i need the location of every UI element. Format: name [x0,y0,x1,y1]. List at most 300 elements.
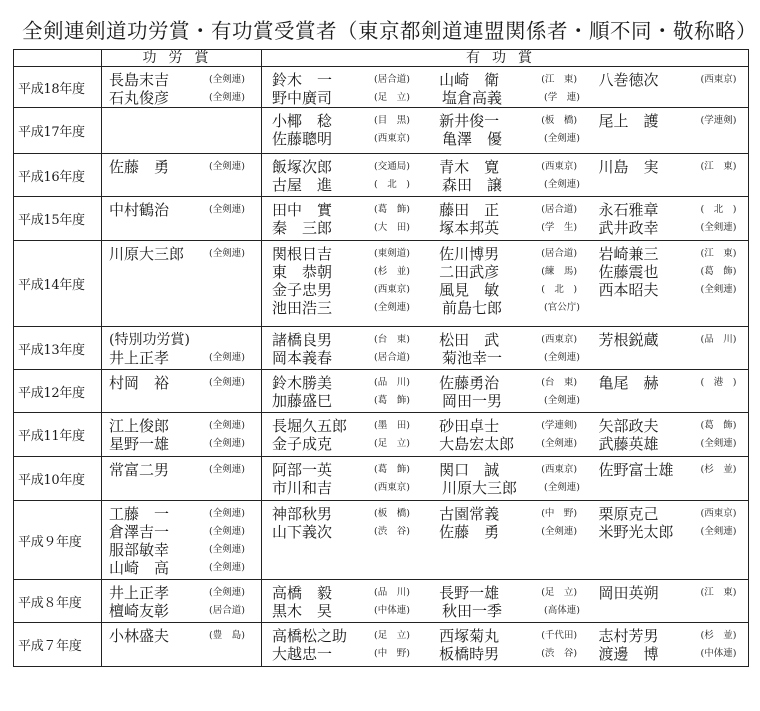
table-row [14,501,749,580]
yuko-recipient [439,435,598,453]
recipient-affiliation: (全剣連) [374,302,410,313]
yuko-recipient [439,245,598,263]
header-row [14,50,749,67]
recipient-name: 森田 譲 [442,176,503,194]
yuko-cell [262,370,749,413]
recipient-name: 黒木 旲 [272,602,333,620]
year-cell: 平成14年度 [14,241,102,327]
recipient-name: 佐藤 勇 [439,523,500,541]
yuko-cell [262,67,749,108]
yuko-line [272,435,746,453]
recipient-name: 塩倉高義 [442,89,503,107]
yuko-recipient [272,349,442,367]
yuko-recipient [272,505,439,523]
yuko-recipient [598,219,746,237]
recipient-affiliation: (全剣連) [209,438,245,449]
koro-cell [102,457,262,501]
koro-cell [102,154,262,197]
koro-recipient [109,71,251,89]
yuko-recipient [272,112,439,130]
recipient-name: 檀崎友彰 [109,602,170,620]
yuko-recipient [598,158,746,176]
recipient-name: 関口 誠 [439,461,500,479]
yuko-line [272,89,746,107]
table-row [14,370,749,413]
recipient-affiliation: (学 連) [544,92,580,103]
yuko-recipient [598,417,746,435]
yuko-recipient [272,523,439,541]
koro-recipient [109,158,251,176]
koro-line [109,505,259,523]
recipient-name: 佐藤聰明 [272,130,333,148]
recipient-name: 松田 武 [439,331,500,349]
koro-recipient [109,505,251,523]
recipient-affiliation: (全剣連) [209,248,245,259]
recipient-affiliation: (全剣連) [209,92,245,103]
recipient-name: 藤田 正 [439,201,500,219]
yuko-recipient [272,219,439,237]
yuko-recipient [439,645,598,663]
yuko-recipient [272,392,442,410]
recipient-name: 田中 實 [272,201,333,219]
recipient-affiliation: (目 黒) [374,115,410,126]
yuko-cell [262,154,749,197]
koro-note-line [109,331,259,349]
year-cell: 平成12年度 [14,370,102,413]
yuko-recipient [442,89,604,107]
recipient-affiliation: (居合道) [374,74,410,85]
recipient-name: 倉澤吉一 [109,523,170,541]
recipient-name: 井上正孝 [109,349,170,367]
recipient-name: 岡田一男 [442,392,503,410]
recipient-name: 村岡 裕 [109,374,170,392]
recipient-name: 東 恭朝 [272,263,333,281]
recipient-name: 志村芳男 [598,627,659,645]
yuko-recipient [598,627,746,645]
recipient-name: 永石雅章 [598,201,659,219]
recipient-name: 鈴木 一 [272,71,333,89]
recipient-affiliation: (葛 飾) [700,266,737,277]
recipient-affiliation: (交通局) [374,161,410,172]
recipient-affiliation: (足 立) [374,438,410,449]
recipient-name: 山下義次 [272,523,333,541]
recipient-affiliation: ( 北 ) [541,284,578,295]
recipient-affiliation: (西東京) [374,482,410,493]
koro-cell [102,241,262,327]
recipient-name: 星野一雄 [109,435,170,453]
recipient-affiliation: (板 橋) [541,115,578,126]
recipient-name: 池田浩三 [272,299,333,317]
recipient-affiliation: (全剣連) [700,438,737,449]
recipient-name: 板橋時男 [439,645,500,663]
recipient-affiliation: (全剣連) [544,133,580,144]
yuko-cell [262,457,749,501]
recipient-affiliation: (西東京) [700,508,737,519]
recipient-affiliation: (杉 並) [374,266,410,277]
recipient-name: 武藤英雄 [598,435,659,453]
recipient-affiliation: (中体連) [700,648,737,659]
recipient-name: 西本昭夫 [598,281,659,299]
recipient-name: 八巻徳次 [598,71,659,89]
recipient-affiliation: (全剣連) [544,482,580,493]
recipient-name: 江上俊郎 [109,417,170,435]
year-cell: 平成17年度 [14,108,102,154]
recipient-name: 佐藤震也 [598,263,659,281]
koro-cell [102,623,262,667]
recipient-name: 菊池幸一 [442,349,503,367]
recipient-affiliation: (葛 飾) [374,204,410,215]
recipient-affiliation: (全剣連) [209,420,245,431]
yuko-recipient [442,602,604,620]
recipient-name: 石丸俊彦 [109,89,170,107]
yuko-recipient [272,89,442,107]
recipient-affiliation: (全剣連) [209,508,245,519]
recipient-name: 阿部一英 [272,461,333,479]
recipient-affiliation: (足 立) [374,92,410,103]
yuko-cell [262,501,749,580]
yuko-recipient [442,176,604,194]
koro-line [109,417,259,435]
recipient-affiliation: (葛 飾) [700,420,737,431]
yuko-recipient [598,505,746,523]
recipient-name: 服部敏幸 [109,541,170,559]
yuko-line [272,374,746,392]
koro-note: (特別功労賞) [109,332,190,348]
yuko-recipient [272,130,442,148]
recipient-name: 市川和吉 [272,479,333,497]
yuko-recipient [272,435,439,453]
yuko-recipient [598,281,746,299]
recipient-affiliation: (官公庁) [544,302,580,313]
recipient-affiliation: (品 川) [700,334,737,345]
koro-line [109,602,259,620]
yuko-recipient [598,374,746,392]
recipient-name: 秋田一季 [442,602,503,620]
recipient-name: 中村鶴治 [109,201,170,219]
recipient-affiliation: (品 川) [374,587,410,598]
koro-line [109,71,259,89]
yuko-recipient [272,331,439,349]
yuko-recipient [272,479,442,497]
yuko-line [272,523,746,541]
yuko-cell [262,413,749,457]
table-row [14,241,749,327]
koro-recipient [109,584,251,602]
yuko-recipient [272,417,439,435]
yuko-recipient [439,158,598,176]
recipient-affiliation: (東剣道) [374,248,410,259]
table-row [14,197,749,241]
recipient-name: 小椰 稔 [272,112,333,130]
koro-cell [102,108,262,154]
koro-line [109,523,259,541]
year-cell: 平成10年度 [14,457,102,501]
recipient-affiliation: (西東京) [374,284,410,295]
table-row [14,108,749,154]
recipient-name: 高橋 毅 [272,584,333,602]
table-row [14,580,749,623]
koro-recipient [109,89,251,107]
koro-line [109,245,259,263]
koro-cell [102,67,262,108]
koro-recipient [109,245,251,263]
yuko-recipient [598,461,746,479]
recipient-affiliation: (板 橋) [374,508,410,519]
table-row [14,623,749,667]
recipient-name: 工藤 一 [109,505,170,523]
recipient-name: 諸橋良男 [272,331,333,349]
recipient-affiliation: (全剣連) [700,526,737,537]
recipient-name: 岩崎兼三 [598,245,659,263]
recipient-affiliation: (学 生) [541,222,578,233]
recipient-name: 関根日吉 [272,245,333,263]
yuko-line [272,201,746,219]
recipient-affiliation: (高体連) [544,605,580,616]
koro-line [109,374,259,392]
koro-cell [102,327,262,370]
koro-line [109,349,259,367]
yuko-recipient [272,245,439,263]
recipient-affiliation: (江 東) [700,248,737,259]
recipient-name: 秦 三郎 [272,219,333,237]
yuko-recipient [272,584,439,602]
yuko-line [272,331,746,349]
yuko-cell [262,327,749,370]
yuko-recipient [442,349,604,367]
recipient-name: 米野光太郎 [598,523,674,541]
koro-line [109,627,259,645]
recipient-name: 二田武彦 [439,263,500,281]
yuko-recipient [272,158,439,176]
recipient-name: 亀澤 優 [442,130,503,148]
recipient-name: 野中廣司 [272,89,333,107]
yuko-recipient [439,505,598,523]
recipient-name: 青木 寛 [439,158,500,176]
recipient-affiliation: (全剣連) [209,526,245,537]
recipient-name: 高橋松之助 [272,627,348,645]
recipient-name: 古屋 進 [272,176,333,194]
koro-line [109,461,259,479]
recipient-affiliation: (杉 並) [700,464,737,475]
recipient-affiliation: (足 立) [374,630,410,641]
yuko-recipient [439,201,598,219]
recipient-affiliation: (葛 飾) [374,464,410,475]
yuko-recipient [598,331,746,349]
koro-recipient [109,602,251,620]
recipient-affiliation: (全剣連) [209,377,245,388]
recipient-name: 古園常義 [439,505,500,523]
yuko-line [272,263,746,281]
recipient-affiliation: (全剣連) [209,464,245,475]
recipient-affiliation: (全剣連) [209,74,245,85]
koro-recipient [109,349,251,367]
yuko-line [272,602,746,620]
yuko-recipient [272,374,439,392]
recipient-affiliation: (墨 田) [374,420,410,431]
recipient-name: 佐藤勇治 [439,374,500,392]
year-cell: 平成15年度 [14,197,102,241]
koro-cell [102,501,262,580]
recipient-name: 鈴木勝美 [272,374,333,392]
yuko-recipient [442,479,604,497]
recipient-name: 山崎 高 [109,559,170,577]
recipient-affiliation: (豊 島) [209,630,245,641]
recipient-name: 亀尾 赫 [598,374,659,392]
recipient-name: 佐川博男 [439,245,500,263]
recipient-name: 砂田卓士 [439,417,500,435]
koro-line [109,435,259,453]
recipient-affiliation: (全剣連) [541,438,578,449]
year-cell: 平成11年度 [14,413,102,457]
yuko-recipient [272,201,439,219]
yuko-line [272,281,746,299]
recipient-name: 金子忠男 [272,281,333,299]
yuko-recipient [439,219,598,237]
yuko-recipient [272,281,439,299]
recipient-name: 常富二男 [109,461,170,479]
recipient-affiliation: (居合道) [541,248,578,259]
recipient-name: 佐野富士雄 [598,461,674,479]
recipient-name: 長堀久五郎 [272,417,348,435]
recipient-affiliation: (西東京) [541,464,578,475]
table-row [14,413,749,457]
yuko-recipient [272,602,442,620]
recipient-affiliation: (中体連) [374,605,410,616]
yuko-recipient [439,112,598,130]
recipient-affiliation: (台 東) [541,377,578,388]
yuko-recipient [598,245,746,263]
yuko-recipient [442,299,604,317]
yuko-recipient [439,374,598,392]
koro-cell [102,370,262,413]
koro-recipient [109,435,251,453]
recipient-name: 西塚菊丸 [439,627,500,645]
recipient-name: 川原大三郎 [442,479,518,497]
header-yuko: 有功賞 [262,50,749,67]
koro-cell [102,197,262,241]
recipient-affiliation: (西東京) [374,133,410,144]
year-cell: 平成16年度 [14,154,102,197]
recipient-affiliation: (西東京) [700,74,737,85]
recipient-affiliation: (学連剣) [541,420,578,431]
yuko-recipient [598,523,746,541]
koro-recipient [109,201,251,219]
yuko-recipient [598,71,746,89]
recipient-name: 新井俊一 [439,112,500,130]
recipient-name: 佐藤 勇 [109,158,170,176]
yuko-recipient [598,201,746,219]
yuko-cell [262,241,749,327]
table-row [14,67,749,108]
yuko-cell [262,580,749,623]
yuko-recipient [272,627,439,645]
yuko-recipient [272,299,442,317]
recipient-affiliation: (全剣連) [700,284,737,295]
yuko-recipient [598,112,746,130]
yuko-line [272,299,746,317]
yuko-recipient [442,392,604,410]
yuko-recipient [272,263,439,281]
yuko-recipient [598,645,746,663]
koro-line [109,584,259,602]
yuko-recipient [272,645,439,663]
yuko-line [272,219,746,237]
recipient-name: 岡田英朔 [598,584,659,602]
yuko-line [272,627,746,645]
year-cell: 平成９年度 [14,501,102,580]
yuko-recipient [598,584,746,602]
recipient-affiliation: (全剣連) [544,395,580,406]
yuko-recipient [272,176,442,194]
koro-cell [102,413,262,457]
yuko-recipient [439,417,598,435]
yuko-cell [262,623,749,667]
year-cell: 平成18年度 [14,67,102,108]
recipient-name: 渡邊 博 [598,645,659,663]
koro-line [109,201,259,219]
recipient-affiliation: (台 東) [374,334,410,345]
yuko-recipient [439,331,598,349]
yuko-recipient [598,263,746,281]
koro-line [109,559,259,577]
recipient-affiliation: (西東京) [541,334,578,345]
recipient-affiliation: (足 立) [541,587,578,598]
recipient-name: 塚本邦英 [439,219,500,237]
koro-recipient [109,374,251,392]
recipient-name: 岡本義春 [272,349,333,367]
koro-cell [102,580,262,623]
recipient-affiliation: (全剣連) [544,352,580,363]
yuko-line [272,461,746,479]
yuko-line [272,392,746,410]
yuko-recipient [272,71,439,89]
recipient-name: 長島末吉 [109,71,170,89]
recipient-name: 芳根鋭蔵 [598,331,659,349]
yuko-line [272,130,746,148]
recipient-affiliation: (全剣連) [700,222,737,233]
yuko-recipient [272,461,439,479]
yuko-line [272,176,746,194]
yuko-line [272,158,746,176]
yuko-line [272,417,746,435]
yuko-recipient [439,281,598,299]
recipient-name: 尾上 護 [598,112,659,130]
year-cell: 平成８年度 [14,580,102,623]
recipient-name: 矢部政夫 [598,417,659,435]
yuko-recipient [598,435,746,453]
recipient-affiliation: (学連剣) [700,115,737,126]
recipient-affiliation: (大 田) [374,222,410,233]
recipient-affiliation: (全剣連) [544,179,580,190]
recipient-affiliation: (居合道) [541,204,578,215]
koro-recipient [109,523,251,541]
header-year [14,50,102,67]
awards-table [13,49,749,667]
recipient-name: 長野一雄 [439,584,500,602]
yuko-recipient [439,71,598,89]
table-row [14,457,749,501]
recipient-name: 飯塚次郎 [272,158,333,176]
recipient-affiliation: (江 東) [700,587,737,598]
recipient-affiliation: (全剣連) [209,204,245,215]
recipient-affiliation: (江 東) [541,74,578,85]
yuko-recipient [439,584,598,602]
recipient-affiliation: (渋 谷) [374,526,410,537]
recipient-name: 栗原克己 [598,505,659,523]
header-koro: 功労賞 [102,50,262,67]
recipient-affiliation: (中 野) [374,648,410,659]
recipient-name: 武井政幸 [598,219,659,237]
